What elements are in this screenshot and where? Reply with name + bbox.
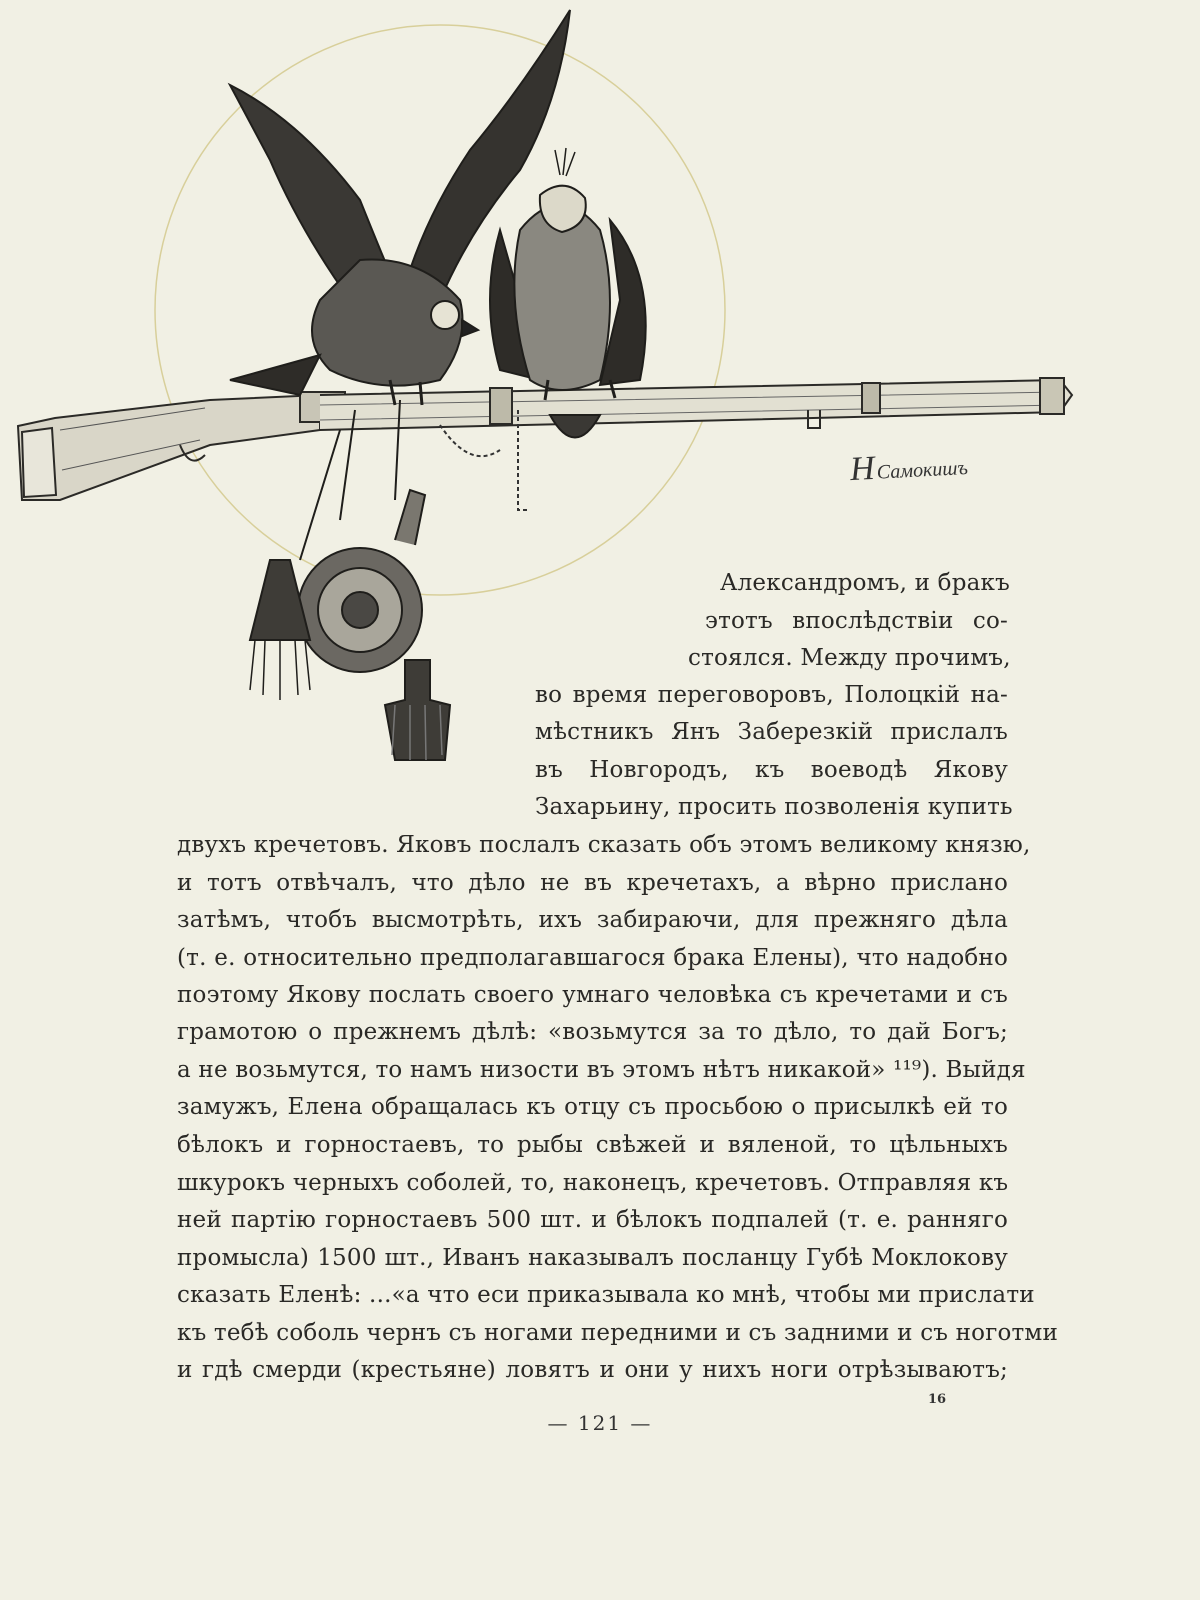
text-line: къ тебѣ соболь чернъ съ ногами передними и съ задними и съ ноготми [177,1320,1059,1346]
illustration-birds-on-musket [0,0,1200,790]
sheet-signature-number: 16 [928,1392,947,1407]
text-line: стоялся. Между прочимъ, [688,645,1011,671]
text-line: затѣмъ, чтобъ высмотрѣть, ихъ забираючи, для прежняго дѣла [177,907,1008,933]
text-line: мѣстникъ Янъ Заберезкій прислалъ [535,719,1008,745]
text-line: Александромъ, и бракъ [720,570,1010,596]
text-line: въ Новгородъ, къ воеводѣ Якову [535,757,1008,783]
text-line: поэтому Якову послать своего умнаго человѣка съ кречетами и съ [177,982,1008,1008]
text-line: грамотою о прежнемъ дѣлѣ: «возьмутся за то дѣло, то дай Богъ; [177,1019,1008,1045]
text-line: этотъ впослѣдствіи со- [705,608,1008,634]
text-line: замужъ, Елена обращалась къ отцу съ просьбою о присылкѣ ей то [177,1094,1008,1120]
text-line: двухъ кречетовъ. Яковъ послалъ сказать объ этомъ великому князю, [177,832,1031,858]
text-line: шкурокъ черныхъ соболей, то, наконецъ, кречетовъ. Отправляя къ [177,1170,1009,1196]
text-line: и тотъ отвѣчалъ, что дѣло не въ кречетахъ, а вѣрно прислано [177,870,1008,896]
text-line: промысла) 1500 шт., Иванъ наказывалъ посланцу Губѣ Моклокову [177,1245,1008,1271]
text-line: ней партію горностаевъ 500 шт. и бѣлокъ подпалей (т. е. ранняго [177,1207,1008,1233]
signature-name: Самокишъ [876,456,969,484]
text-line: во время переговоровъ, Полоцкій на- [535,682,1008,708]
page-number: — 121 — [547,1411,653,1435]
text-line: бѣлокъ и горностаевъ, то рыбы свѣжей и вяленой, то цѣльныхъ [177,1132,1008,1158]
artist-signature [849,445,968,489]
signature-initial: Н [849,449,876,489]
powder-flask [250,400,450,760]
text-line: и гдѣ смерди (крестьяне) ловятъ и они у нихъ ноги отрѣзываютъ; [177,1357,1008,1383]
text-line: Захарьину, просить позволенія купить [535,794,1013,820]
text-line: а не возьмутся, то намъ низости въ этомъ нѣтъ никакой» ¹¹⁹). Выйдя [177,1057,1026,1083]
text-line: (т. е. относительно предполагавшагося брака Елены), что надобно [177,945,1008,971]
text-line: сказать Еленѣ: ...«а что еси приказывала ко мнѣ, чтобы ми прислати [177,1282,1035,1308]
